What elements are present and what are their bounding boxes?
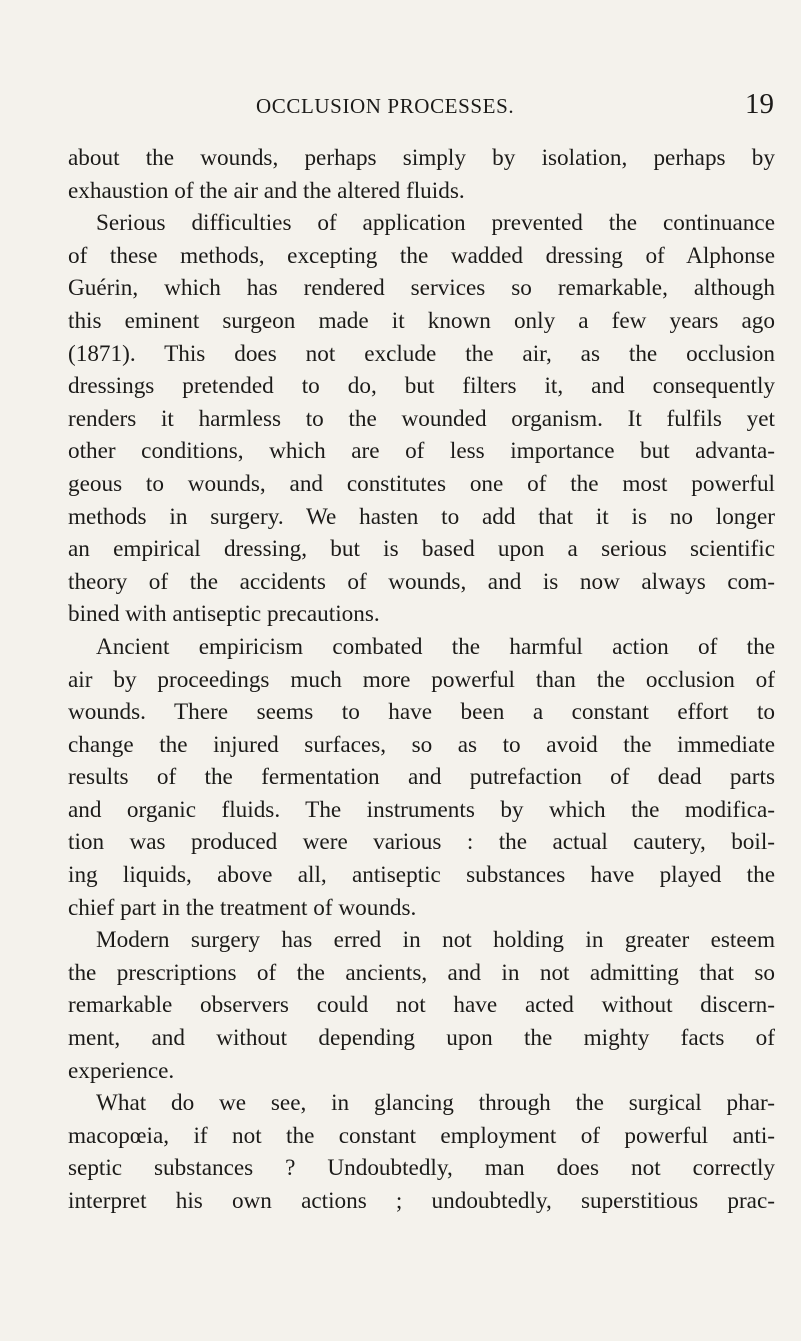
text-line: air by proceedings much more powerful than the occlusion of (68, 666, 775, 693)
text-line: of these methods, excepting the wadded dressing of Alphonse (68, 242, 775, 269)
page-number: 19 (745, 88, 774, 120)
text-line: results of the fermentation and putrefaction of dead parts (68, 764, 775, 791)
text-line: change the injured surfaces, so as to avoid the immediate (68, 731, 775, 758)
text-line: an empirical dressing, but is based upon a serious scientific (68, 536, 775, 563)
text-line: exhaustion of the air and the altered fluids. (68, 177, 465, 204)
text-line: this eminent surgeon made it known only a few years ago (68, 307, 775, 334)
text-line: and organic fluids. The instruments by which the modifica- (68, 796, 775, 823)
text-line: the prescriptions of the ancients, and in not admitting that so (68, 959, 775, 986)
text-line: wounds. There seems to have been a constant effort to (68, 699, 775, 726)
text-line: macopœia, if not the constant employment of powerful anti- (68, 1122, 775, 1149)
text-line: Guérin, which has rendered services so remarkable, although (68, 275, 775, 302)
text-line: methods in surgery. We hasten to add that it is no longer (68, 503, 775, 530)
text-line: Serious difficulties of application prevented the continuance (96, 210, 775, 237)
text-line: remarkable observers could not have acted without discern- (68, 992, 775, 1019)
text-line: experience. (68, 1057, 175, 1084)
text-line: septic substances ? Undoubtedly, man does not correctly (68, 1155, 775, 1182)
text-line: What do we see, in glancing through the surgical phar- (96, 1090, 775, 1117)
text-line: chief part in the treatment of wounds. (68, 894, 417, 921)
text-line: Modern surgery has erred in not holding in greater esteem (96, 927, 775, 954)
text-line: geous to wounds, and constitutes one of the most powerful (68, 470, 775, 497)
text-line: (1871). This does not exclude the air, as the occlusion (68, 340, 775, 367)
running-head: OCCLUSION PROCESSES. (256, 94, 515, 118)
page-header (256, 88, 774, 128)
text-line: renders it harmless to the wounded organism. It fulfils yet (68, 405, 775, 432)
text-line: interpret his own actions ; undoubtedly, superstitious prac- (68, 1188, 775, 1214)
text-line: ment, and without depending upon the mighty facts of (68, 1025, 775, 1052)
text-line: theory of the accidents of wounds, and is now always com- (68, 568, 775, 595)
text-line: dressings pretended to do, but filters it, and consequently (68, 373, 775, 400)
text-line: tion was produced were various : the actual cautery, boil- (68, 829, 775, 856)
text-line: ing liquids, above all, antiseptic substances have played the (68, 862, 775, 889)
text-line: Ancient empiricism combated the harmful action of the (96, 633, 775, 660)
text-line: bined with antiseptic precautions. (68, 601, 380, 628)
text-line: other conditions, which are of less importance but advanta- (68, 438, 775, 465)
text-line: about the wounds, perhaps simply by isolation, perhaps by (68, 145, 775, 171)
body-text (68, 142, 775, 1218)
